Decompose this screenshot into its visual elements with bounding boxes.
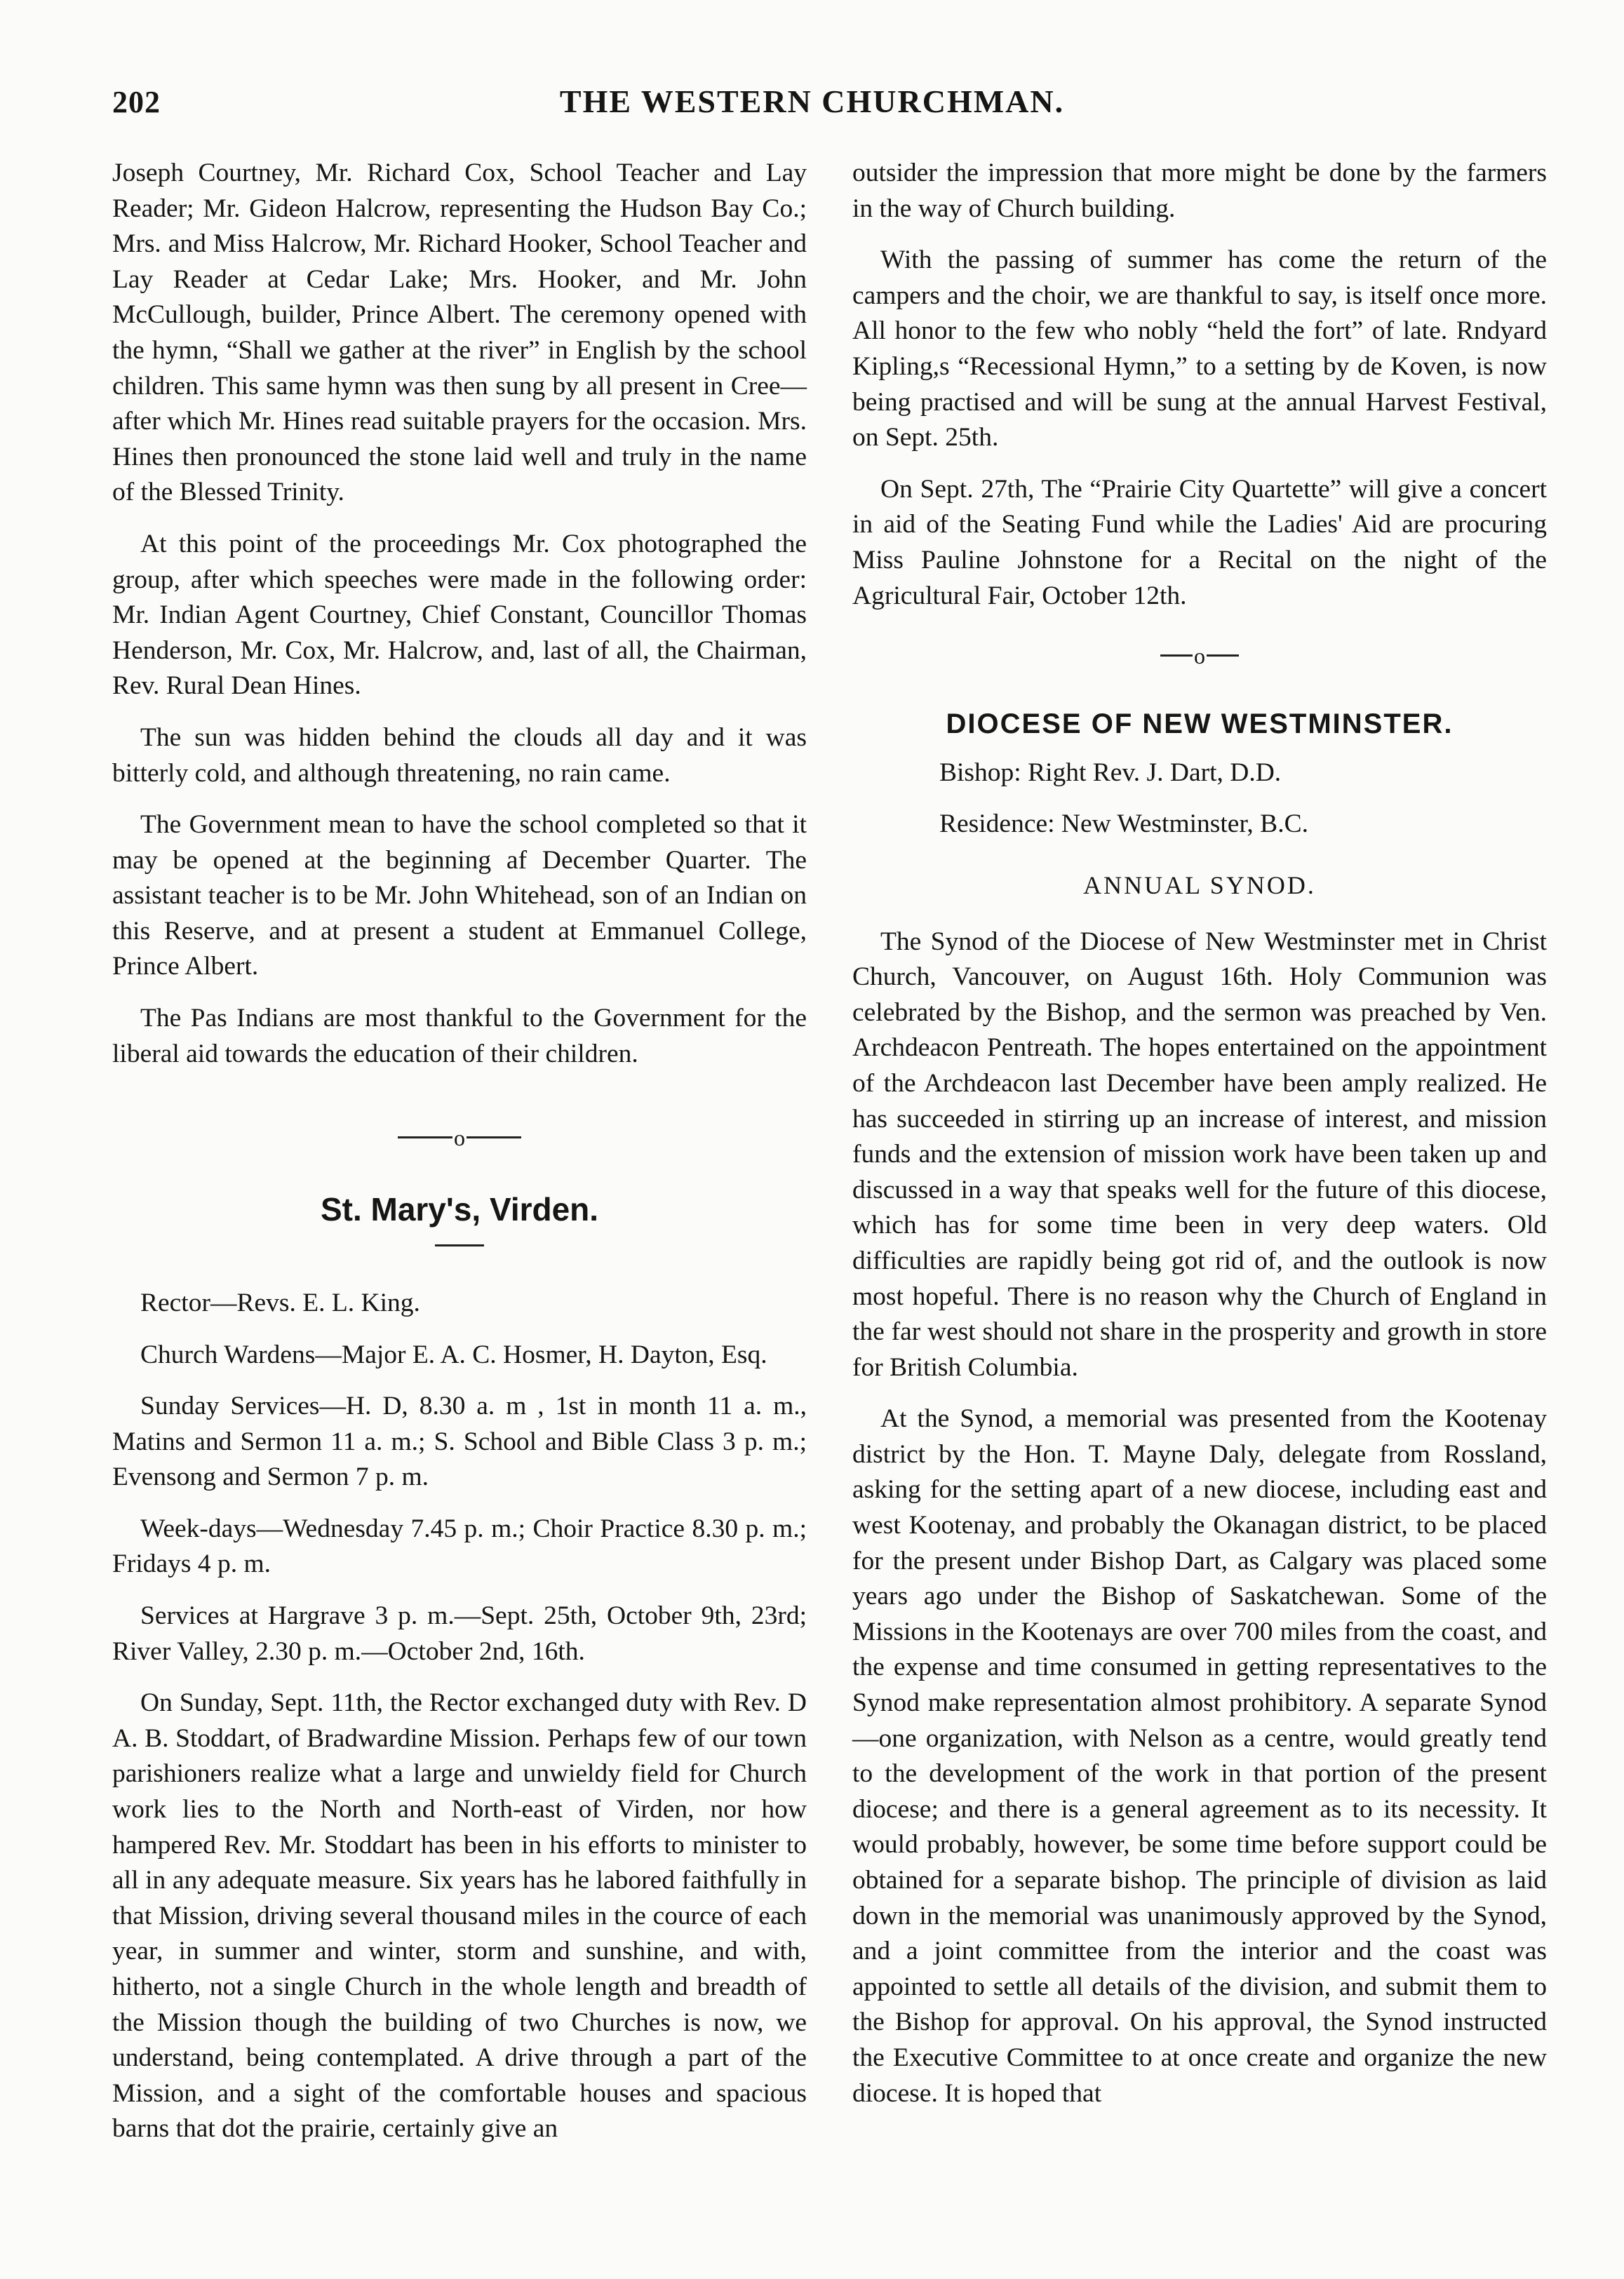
week-days: Week-days—Wednesday 7.45 p. m.; Choir Practice 8.30 p. m.; Fridays 4 p. m. — [112, 1514, 807, 1579]
paragraph-school-completion: The Government mean to have the school completed so that it may be opened at the beginning af December Quarter. The assistant teacher is to be Mr. John Whitehead, son of an Indian on this Reserve, and at present a student at Emmanuel College, Prince Albert. — [112, 810, 807, 981]
paragraph-memorial: At the Synod, a memorial was presented from the Kootenay district by the Hon. T. Mayne Daly, delegate from Rossland, asking for the setting apart of a new diocese, including east and west Kootenay, and probably the Okanagan district, to be placed for the present under Bishop Dart, as Calgary was placed some years ago under the Bishop of Saskatchewan. Some of the Missions in the Kootenays are over 700 miles from the coast, and the expense and time consumed in getting representatives to the Synod make representation almost prohibitory. A separate Synod—one organization, with Nelson as a centre, would greatly tend to the development of the work in that portion of the present diocese; and there is a general agreement as to its necessity. It would probably, however, be some time before support could be obtained for a separate bishop. The principle of division as laid down in the memorial was unanimously approved by the Synod, and a joint committee from the interior and the coast was appointed to settle all details of the division, and submit them to the Bishop for approval. On his approval, the Synod instructed the Executive Committee to at once create and organize the new diocese. It is hoped that — [852, 1404, 1547, 2108]
wardens-line: Church Wardens—Major E. A. C. Hosmer, H. Dayton, Esq. — [140, 1340, 767, 1369]
section-divider — [852, 639, 1547, 670]
divider-mark: o — [1194, 643, 1205, 668]
paragraph-continued: outsider the impression that more might be done by the farmers in the way of Church building. — [852, 159, 1547, 223]
divider-mark: o — [454, 1124, 465, 1150]
paragraph-speeches: At this point of the proceedings Mr. Cox photographed the group, after which speeches were made in the following order: Mr. Indian Agent Courtney, Chief Constant, Councillor Thomas Henderson, Mr. Cox, Mr. Halcrow, and, last of all, the Chairman, Rev. Rural Dean Hines. — [112, 529, 807, 701]
hargrave-services: Services at Hargrave 3 p. m.—Sept. 25th, October 9th, 23rd; River Valley, 2.30 p. m.—October 2nd, 16th. — [112, 1601, 807, 1666]
section-divider — [112, 1121, 807, 1152]
residence-line: Residence: New Westminster, B.C. — [939, 809, 1308, 839]
rector-line: Rector—Revs. E. L. King. — [140, 1288, 420, 1317]
page-number: 202 — [112, 85, 161, 119]
paragraph-quartette: On Sept. 27th, The “Prairie City Quartette” will give a concert in aid of the Seating Fund while the Ladies' Aid are procuring Miss Pauline Johnstone for a Recital on the night of the Agricultural Fair, October 12th. — [852, 474, 1547, 610]
bishop-line: Bishop: Right Rev. J. Dart, D.D. — [939, 758, 1282, 787]
running-head: THE WESTERN CHURCHMAN. — [559, 83, 1065, 119]
paragraph-summer: With the passing of summer has come the return of the campers and the choir, we are thankful to say, is itself once more. All honor to the few who nobly “held the fort” of late. Rndyard Kipling,s “Recessional Hymn,” to a setting by de Koven, is now being practised and will be sung at the annual Harvest Festival, on Sept. 25th. — [852, 246, 1547, 452]
right-column — [852, 156, 1547, 2127]
title-rule — [435, 1244, 484, 1246]
left-column — [112, 156, 807, 2163]
annual-synod-title: ANNUAL SYNOD. — [1083, 870, 1316, 899]
paragraph-stoddart: On Sunday, Sept. 11th, the Rector exchanged duty with Rev. D A. B. Stoddart, of Bradwardine Mission. Perhaps few of our town parishioners realize what a large and unwieldy field for Church work lies to the North and North-east of Virden, nor how hampered Rev. Mr. Stoddart has been in his efforts to minister to all in any adequate measure. Six years has he labored faithfully in that Mission, driving several thousand miles in the cource of each year, in summer and winter, storm and sunshine, and with, hitherto, not a single Church in the whole length and breadth of the Mission though the building of two Churches is now, we understand, being contemplated. A drive through a part of the Mission, and a sight of the comfortable houses and spacious barns that dot the prairie, certainly give an — [112, 1688, 807, 2144]
paragraph-thanks: The Pas Indians are most thankful to the Government for the liberal aid towards the education of their children. — [112, 1004, 807, 1068]
paragraph-stone-laying: Joseph Courtney, Mr. Richard Cox, School Teacher and Lay Reader; Mr. Gideon Halcrow, representing the Hudson Bay Co.; Mrs. and Miss Halcrow, Mr. Richard Hooker, School Teacher and Lay Reader at Cedar Lake; Mrs. Hooker, and Mr. John McCullough, builder, Prince Albert. The ceremony opened with the hymn, “Shall we gather at the river” in English by the school children. This same hymn was then sung by all present in Cree—after which Mr. Hines read suitable prayers for the occasion. Mrs. Hines then pronounced the stone laid well and truly in the name of the Blessed Trinity. — [112, 159, 807, 507]
diocese-title: DIOCESE OF NEW WESTMINSTER. — [946, 708, 1454, 739]
paragraph-synod: The Synod of the Diocese of New Westminster met in Christ Church, Vancouver, on August 16th. Holy Communion was celebrated by the Bishop, and the sermon was preached by Ven. Archdeacon Pentreath. The hopes entertained on the appointment of the Archdeacon last December have been amply realized. He has succeeded in stirring up an increase of interest, and mission funds and the extension of mission work have been taken up and discussed in a way that speaks well for the future of this diocese, which has for some time been in very deep waters. Old difficulties are rapidly being got rid of, and the outlook is now most hopeful. There is no reason why the Church of England in the far west should not share in the prosperity and growth in store for British Columbia. — [852, 927, 1547, 1382]
paragraph-weather: The sun was hidden behind the clouds all day and it was bitterly cold, and although threatening, no rain came. — [112, 722, 807, 788]
virden-title: St. Mary's, Virden. — [320, 1190, 599, 1228]
sunday-services: Sunday Services—H. D, 8.30 a. m , 1st in month 11 a. m., Matins and Sermon 11 a. m.; S. School and Bible Class 3 p. m.; Evensong and Sermon 7 p. m. — [112, 1392, 807, 1492]
